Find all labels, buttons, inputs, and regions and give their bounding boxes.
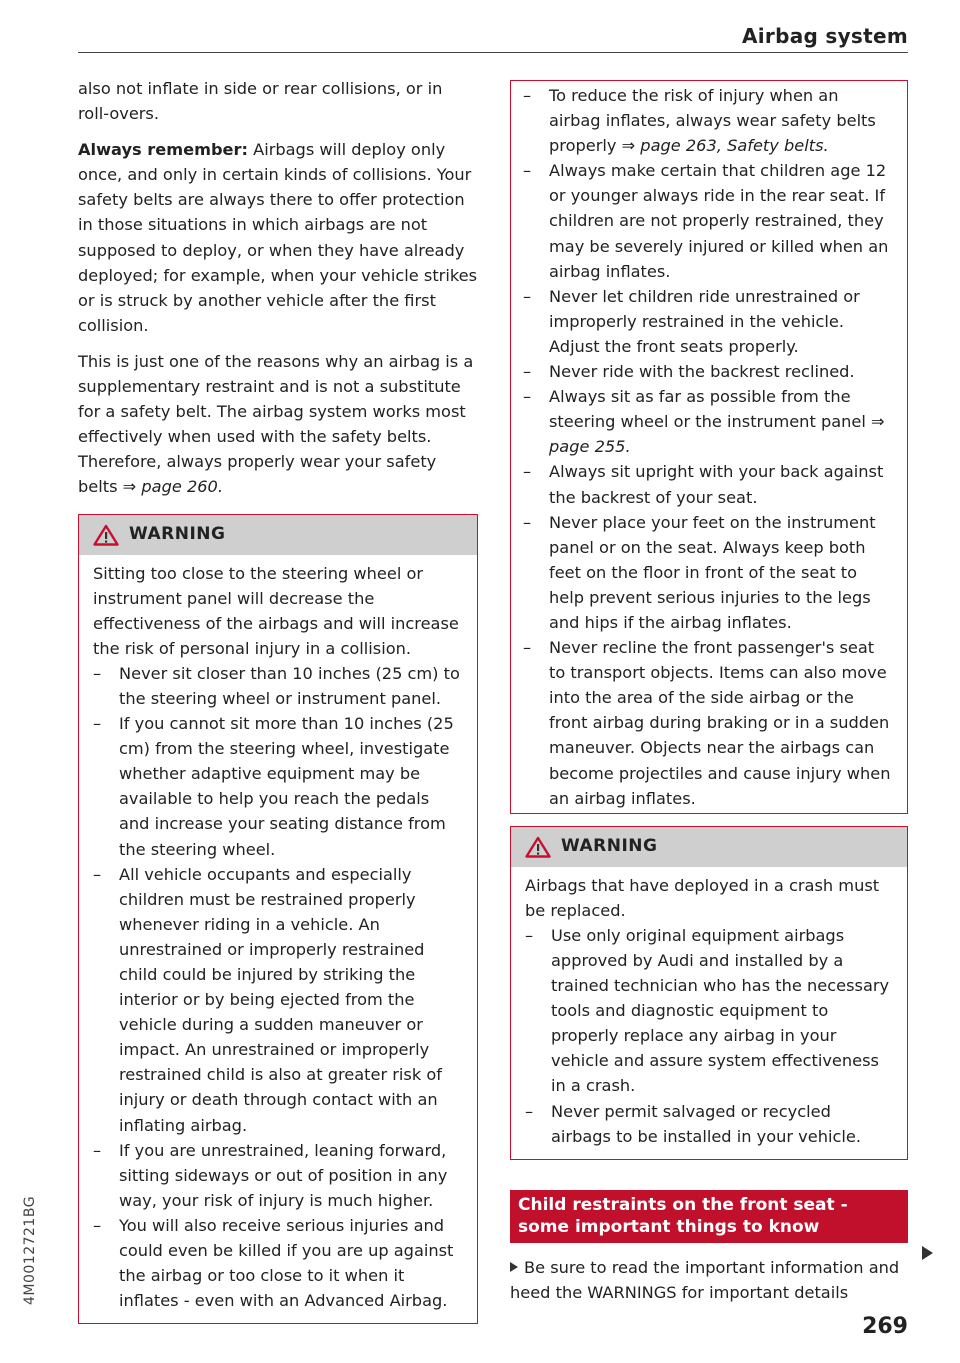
paragraph-rollovers: also not inflate in side or rear collisions, or in roll-overs.	[78, 79, 443, 124]
list-item: – If you cannot sit more than 10 inches (25 cm) from the steering wheel, investigate whether adaptive equipment may be available to help you reach the pedals and increase your seating distance from the steering wheel.	[93, 711, 463, 862]
page-number: 269	[862, 1314, 908, 1339]
page-ref-263[interactable]: ⇒ page 263, Safety belts.	[621, 136, 829, 156]
list-item: – Never permit salvaged or recycled airbags to be installed in your vehicle.	[525, 1099, 893, 1149]
list-item	[523, 83, 895, 158]
page-ref-255[interactable]: ⇒ page 255.	[549, 412, 885, 457]
triangle-bullet-icon	[510, 1262, 518, 1272]
list-item: – Always sit upright with your back against the backrest of your seat.	[523, 459, 895, 509]
always-remember-text: Airbags will deploy only once, and only in certain kinds of collisions. Your safety belts are always there to offer protection in those situations in which airbags are not supposed to deploy, or when they have already deployed; for example, when your vehicle strikes or is struck by another vehicle after the first collision.	[78, 140, 478, 335]
warning-label-left: WARNING	[129, 523, 226, 544]
continued-warning-list-box	[510, 80, 908, 814]
warning-box-left	[78, 514, 478, 1325]
always-remember-label: Always remember:	[78, 140, 248, 160]
list-item: – Never sit closer than 10 inches (25 cm) to the steering wheel or instrument panel.	[93, 661, 463, 711]
warning-list-left	[93, 661, 463, 1313]
list-item: – Never place your feet on the instrument panel or on the seat. Always keep both feet on the floor in front of the seat to help prevent serious injuries to the legs and hips if the airbag inflates.	[523, 510, 895, 635]
list-item-text: To reduce the risk of injury when an airbag inflates, always wear safety belts properly	[549, 86, 876, 156]
list-item: – You will also receive serious injuries and could even be killed if you are up against the airbag or too close to it when it inflates - even with an Advanced Airbag.	[93, 1213, 463, 1313]
list-item: – Never recline the front passenger's seat to transport objects. Items can also move into the area of the side airbag or the front airbag during braking or in a sudden maneuver. Objects near the airbags can become projectiles and cause injury when an airbag inflates.	[523, 635, 895, 811]
paragraph-supplementary	[78, 349, 478, 500]
list-item	[523, 384, 895, 459]
warning-header-right	[511, 827, 907, 867]
right-column	[510, 80, 908, 1305]
page-ref-260[interactable]: ⇒ page 260.	[122, 477, 223, 497]
list-item: – All vehicle occupants and especially children must be restrained properly whenever riding in a vehicle. An unrestrained or improperly restrained child could be injured by striking the interior or by being ejected from the vehicle during a sudden maneuver or impact. An unrestrained or improperly restrained child is also at greater risk of injury or death through contact with an inflating airbag.	[93, 862, 463, 1138]
warning-box-right	[510, 826, 908, 1160]
list-item: – Use only original equipment airbags approved by Audi and installed by a trained technician who has the necessary tools and diagnostic equipment to properly replace any airbag in your vehicle and assure system effectiveness in a crash.	[525, 923, 893, 1099]
list-item: – Always make certain that children age 12 or younger always ride in the rear seat. If children are not properly restrained, they may be severely injured or killed when an airbag inflates.	[523, 158, 895, 283]
list-item: – If you are unrestrained, leaning forward, sitting sideways or out of position in any way, your risk of injury is much higher.	[93, 1138, 463, 1213]
warning-list-right	[525, 923, 893, 1149]
warning-body-left	[79, 555, 477, 1324]
supplementary-text: This is just one of the reasons why an airbag is a supplementary restraint and is not a substitute for a safety belt. The airbag system works most effectively when used with the safety belts. Therefore, always properly wear your safety belts	[78, 351, 474, 497]
continue-arrow-icon	[922, 1246, 933, 1260]
list-item: – Never let children ride unrestrained or improperly restrained in the vehicle. Adjust the front seats properly.	[523, 284, 895, 359]
warning-intro-right: Airbags that have deployed in a crash must be replaced.	[525, 875, 880, 920]
header-title: Airbag system	[742, 24, 908, 48]
warning-label-right: WARNING	[561, 836, 658, 857]
warning-intro-left: Sitting too close to the steering wheel or instrument panel will decrease the effectiveness of the airbags and will increase the risk of personal injury in a collision.	[93, 563, 459, 658]
warning-triangle-icon	[93, 524, 119, 546]
continued-warning-list	[523, 83, 895, 811]
instruction-text: Be sure to read the important information and heed the WARNINGS for important details	[510, 1257, 900, 1302]
header-rule	[78, 52, 908, 53]
instruction-bullet	[510, 1255, 908, 1305]
left-column	[78, 76, 478, 1324]
warning-header-left	[79, 515, 477, 555]
warning-body-right	[511, 867, 907, 1159]
list-item: – Never ride with the backrest reclined.	[523, 359, 895, 384]
list-item-text: Always sit as far as possible from the steering wheel or the instrument panel	[549, 387, 871, 432]
paragraph-always-remember	[78, 137, 478, 338]
section-title-banner: Child restraints on the front seat - some important things to know	[510, 1190, 908, 1243]
warning-triangle-icon	[525, 836, 551, 858]
document-code: 4M0012721BG	[22, 1195, 38, 1305]
